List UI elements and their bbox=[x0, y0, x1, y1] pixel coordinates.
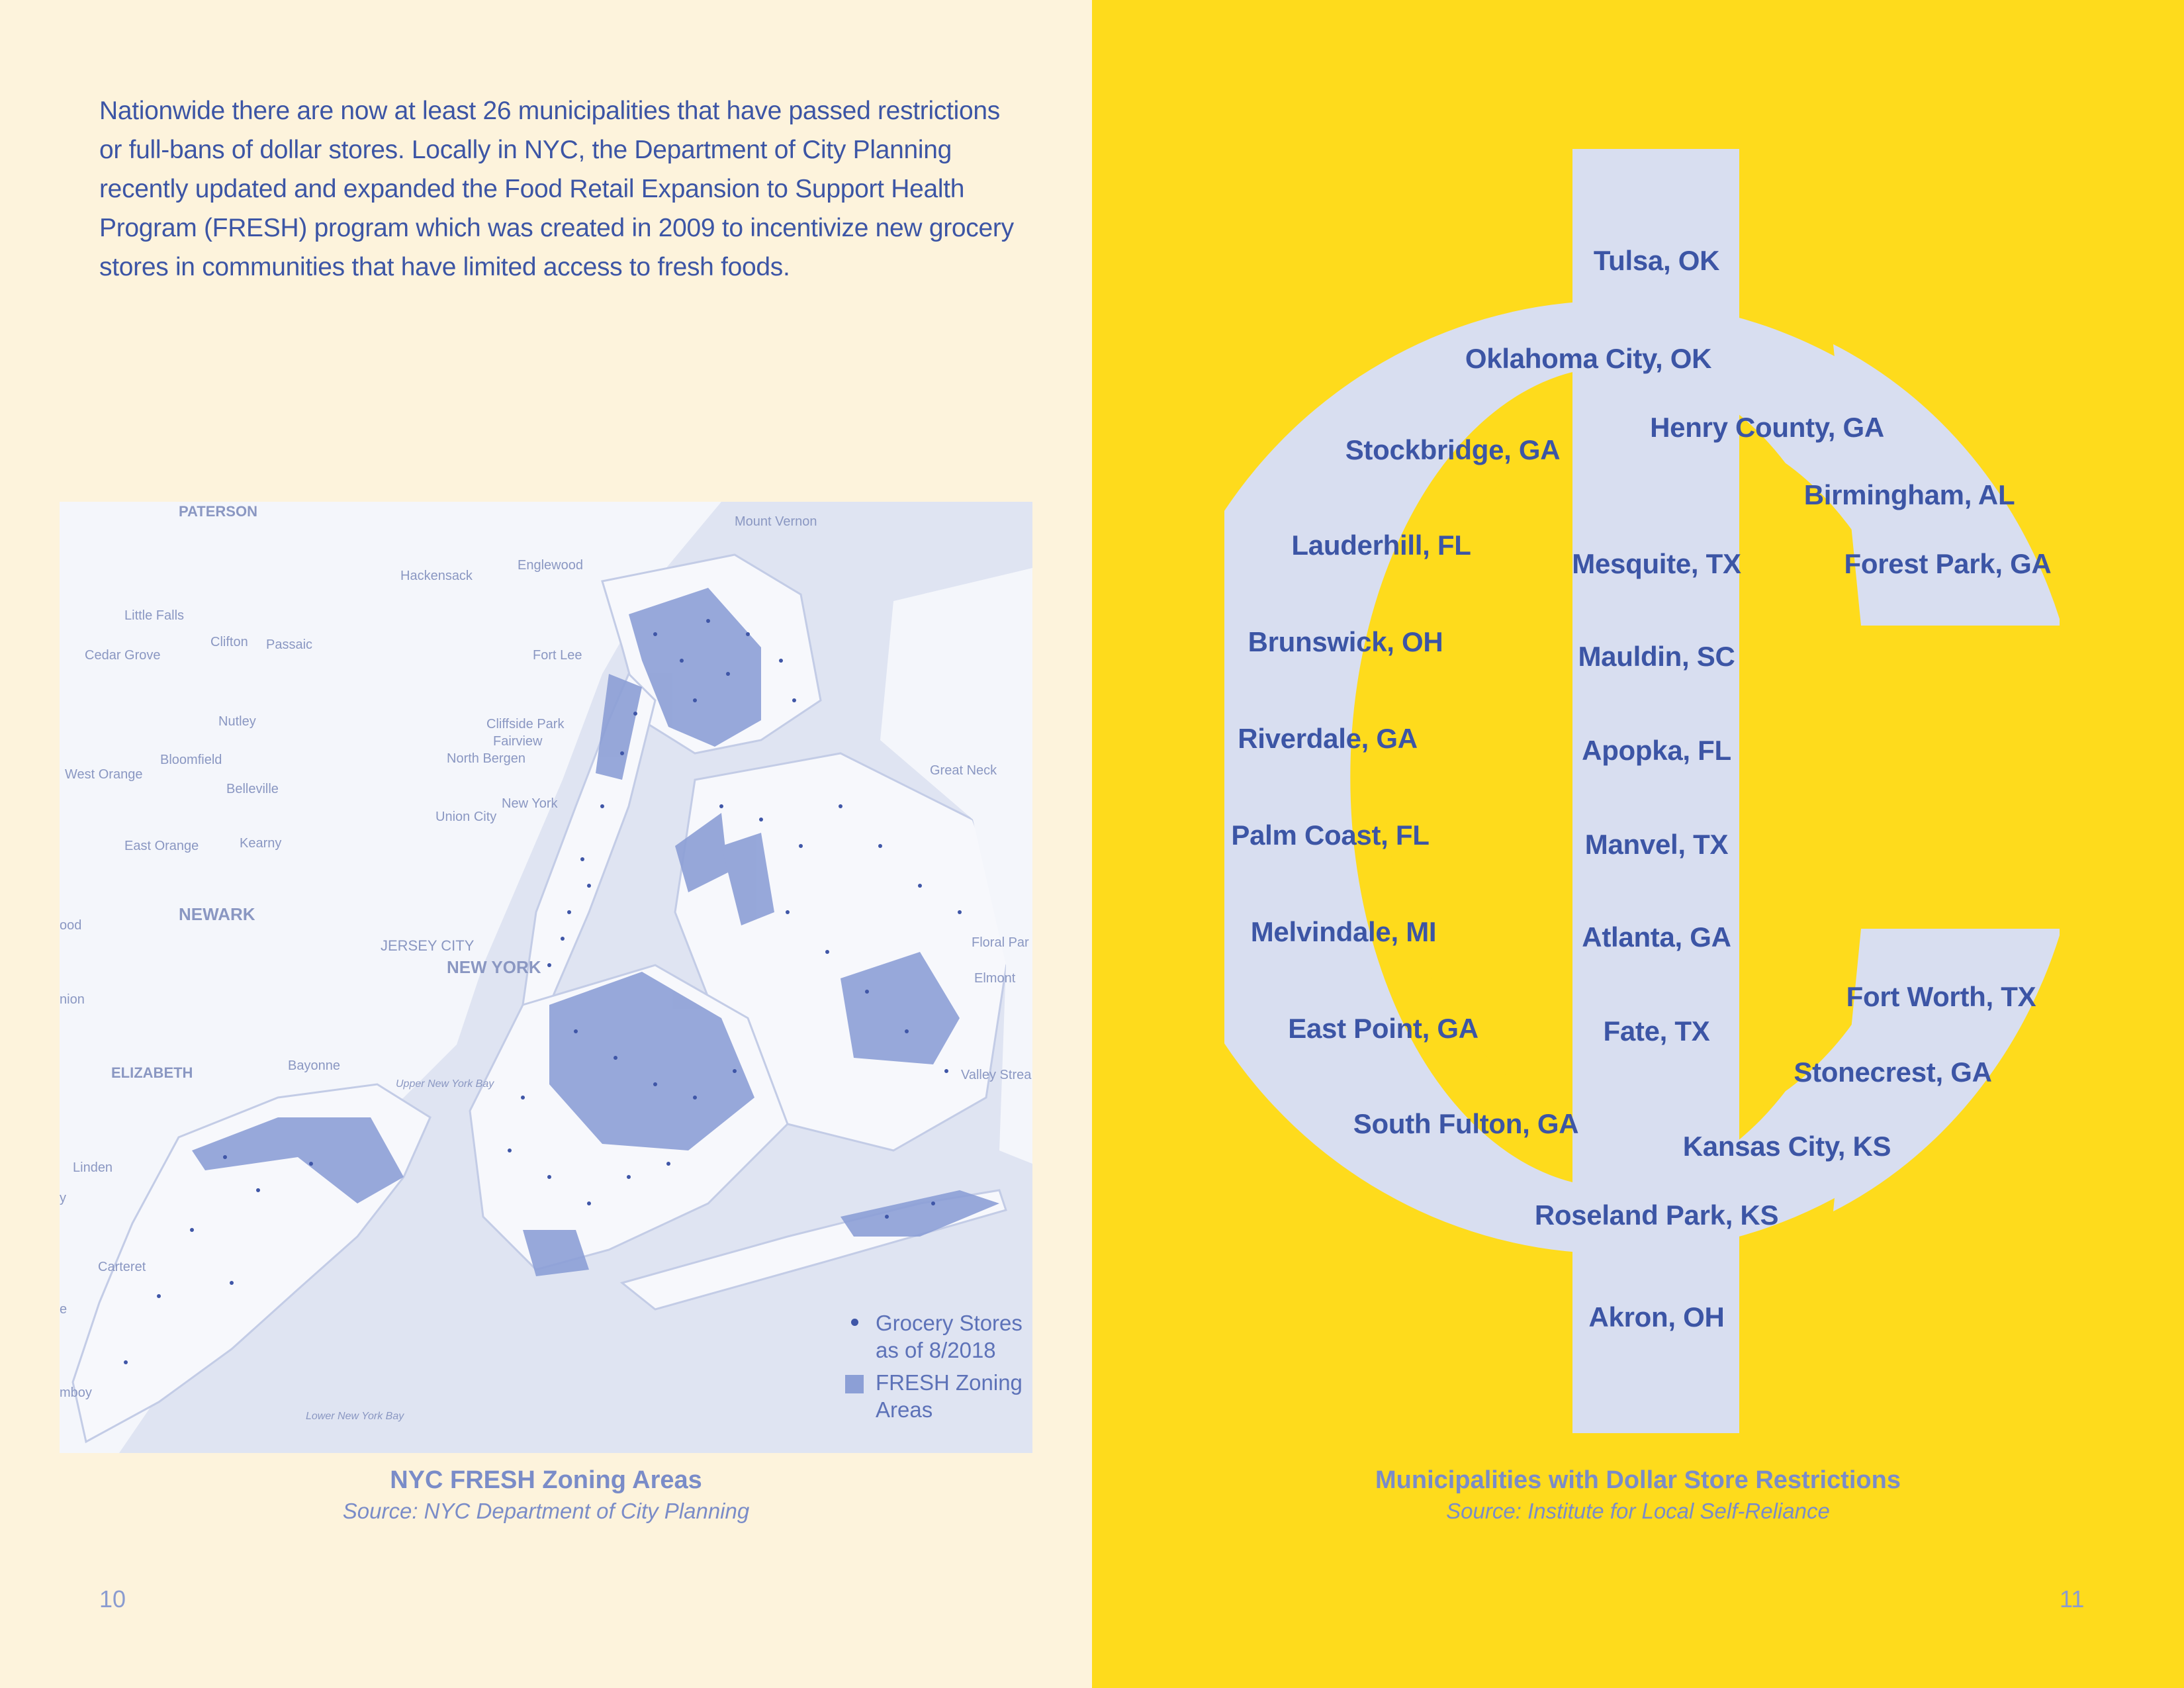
label-elizabeth: ELIZABETH bbox=[111, 1064, 193, 1081]
label-clifton: Clifton bbox=[210, 635, 248, 649]
city-label: Lauderhill, FL bbox=[1291, 530, 1471, 561]
page-number-left: 10 bbox=[99, 1585, 126, 1613]
city-label: Manvel, TX bbox=[1584, 829, 1729, 860]
city-label: Fort Worth, TX bbox=[1846, 981, 2036, 1012]
city-label: Mauldin, SC bbox=[1578, 641, 1735, 672]
label-y: y bbox=[60, 1191, 66, 1205]
label-jersey-city: JERSEY CITY bbox=[381, 937, 475, 954]
label-kearny: Kearny bbox=[240, 836, 282, 851]
label-cliffside-park: Cliffside Park bbox=[486, 717, 565, 731]
city-label: Melvindale, MI bbox=[1250, 916, 1437, 947]
legend-fresh-label: FRESH Zoning Areas bbox=[876, 1370, 1023, 1422]
grocery-dot-icon bbox=[851, 1319, 858, 1326]
city-label: Palm Coast, FL bbox=[1231, 820, 1430, 851]
label-little-falls: Little Falls bbox=[124, 608, 185, 623]
label-new-york-small: New York bbox=[502, 796, 558, 811]
label-fort-lee: Fort Lee bbox=[533, 648, 582, 663]
city-label: Atlanta, GA bbox=[1582, 921, 1731, 953]
label-ood: ood bbox=[60, 918, 82, 933]
label-east-orange: East Orange bbox=[124, 839, 199, 853]
page-number-right: 11 bbox=[2060, 1585, 2085, 1613]
city-label: Birmingham, AL bbox=[1803, 479, 2015, 510]
city-label: Brunswick, OH bbox=[1248, 626, 1443, 657]
label-belleville: Belleville bbox=[226, 782, 279, 796]
label-carteret: Carteret bbox=[98, 1260, 146, 1274]
city-label: Riverdale, GA bbox=[1238, 723, 1418, 754]
city-label: Apopka, FL bbox=[1582, 735, 1731, 766]
label-elmont: Elmont bbox=[974, 971, 1016, 986]
cent-caption-source: Source: Institute for Local Self-Reliance bbox=[1446, 1499, 1830, 1523]
city-label: East Point, GA bbox=[1288, 1013, 1479, 1044]
label-newark: NEWARK bbox=[179, 904, 255, 924]
city-label: Forest Park, GA bbox=[1844, 548, 2052, 579]
legend-fresh-zoning bbox=[844, 1369, 1029, 1423]
label-new-york: NEW YORK bbox=[447, 957, 541, 977]
city-label: Stonecrest, GA bbox=[1794, 1056, 1992, 1088]
label-fairview: Fairview bbox=[493, 734, 543, 749]
fresh-swatch-icon bbox=[845, 1375, 864, 1393]
label-e: e bbox=[60, 1302, 68, 1317]
map-caption-title: NYC FRESH Zoning Areas bbox=[390, 1466, 702, 1494]
label-bloomfield: Bloomfield bbox=[160, 753, 222, 767]
label-linden: Linden bbox=[73, 1160, 113, 1175]
label-union-city: Union City bbox=[435, 810, 497, 824]
city-label: Akron, OH bbox=[1588, 1301, 1725, 1333]
map-legend bbox=[844, 1309, 1029, 1429]
city-label: Kansas City, KS bbox=[1682, 1131, 1891, 1162]
city-label: Oklahoma City, OK bbox=[1465, 343, 1712, 374]
label-valley-stream: Valley Strea bbox=[961, 1068, 1032, 1082]
label-lower-bay: Lower New York Bay bbox=[306, 1411, 404, 1422]
label-west-orange: West Orange bbox=[65, 767, 143, 782]
label-cedar-grove: Cedar Grove bbox=[85, 648, 161, 663]
intro-paragraph: Nationwide there are now at least 26 municipalities that have passed restrictions or full-bans of dollar stores. Locally in NYC, the Department of City Planning recently updated and expanded the Food Retail Expansion to Support Health Program (FRESH) program which was created in 2009 to incentivize new grocery stores in communities that have limited access to fresh foods. bbox=[99, 97, 1014, 281]
label-bayonne: Bayonne bbox=[288, 1058, 340, 1073]
city-label: Mesquite, TX bbox=[1572, 548, 1741, 579]
label-north-bergen: North Bergen bbox=[447, 751, 525, 766]
map-caption bbox=[60, 1466, 1032, 1524]
city-label: Henry County, GA bbox=[1650, 412, 1884, 443]
label-mboy: mboy bbox=[60, 1385, 92, 1400]
label-great-neck: Great Neck bbox=[930, 763, 997, 778]
city-label: South Fulton, GA bbox=[1353, 1108, 1579, 1139]
map-caption-source: Source: NYC Department of City Planning bbox=[342, 1499, 750, 1523]
label-nion: nion bbox=[60, 992, 85, 1007]
cent-caption bbox=[1291, 1466, 1985, 1524]
city-label: Roseland Park, KS bbox=[1534, 1199, 1779, 1231]
city-label: Fate, TX bbox=[1603, 1015, 1710, 1047]
label-floral-park: Floral Par bbox=[972, 935, 1029, 950]
label-passaic: Passaic bbox=[266, 637, 313, 652]
label-nutley: Nutley bbox=[218, 714, 256, 729]
cent-caption-title: Municipalities with Dollar Store Restrictions bbox=[1375, 1466, 1901, 1494]
legend-grocery-label: Grocery Stores as of 8/2018 bbox=[876, 1311, 1023, 1362]
label-englewood: Englewood bbox=[518, 558, 583, 573]
label-paterson: PATERSON bbox=[179, 503, 257, 520]
label-upper-bay: Upper New York Bay bbox=[396, 1078, 494, 1090]
city-label: Tulsa, OK bbox=[1593, 245, 1720, 276]
label-mount-vernon: Mount Vernon bbox=[735, 514, 817, 529]
label-hackensack: Hackensack bbox=[400, 569, 473, 583]
city-label: Stockbridge, GA bbox=[1345, 434, 1561, 465]
legend-grocery-stores bbox=[844, 1309, 1029, 1364]
